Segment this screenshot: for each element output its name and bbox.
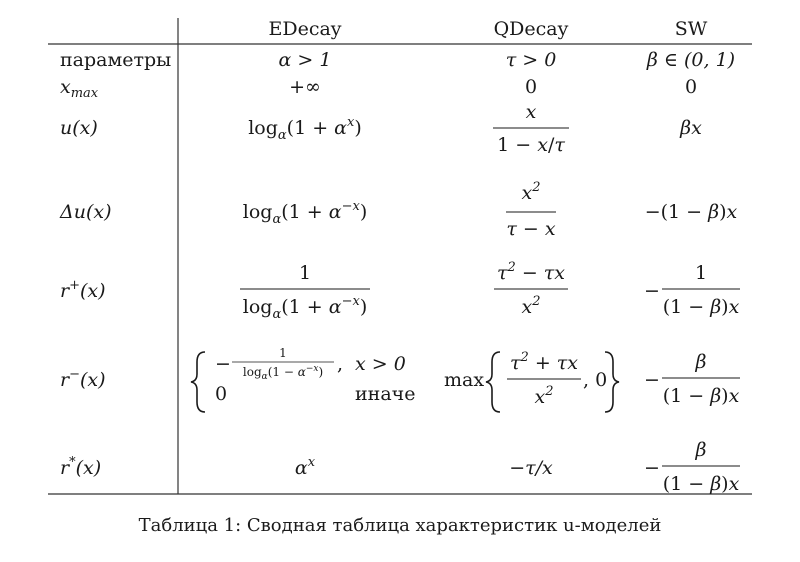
cell-r-star-edecay: $\alpha^x$: [294, 455, 316, 479]
cell-delta-u-edecay: $\log_\alpha(1 + \alpha^{-x})$: [242, 199, 368, 227]
cell-r-plus-qdecay-numerator: $\tau^2 - \tau x$: [496, 260, 566, 284]
cell-r-star-sw-minus: −: [644, 457, 660, 479]
cell-r-minus-edecay-brace: [191, 352, 205, 412]
cell-r-plus-sw-denominator: (1 − β)x: [662, 296, 740, 318]
cell-xmax-qdecay: 0: [524, 76, 538, 98]
cell-params-sw: β ∈ (0, 1): [646, 49, 736, 71]
cell-r-minus-edecay-denominator: $\log_\alpha(1 - \alpha^{-x})$: [242, 364, 324, 382]
cell-r-minus-edecay-condition: x > 0: [355, 353, 406, 375]
cell-r-minus-sw-numerator: β: [695, 351, 707, 373]
header-qdecay: QDecay: [493, 18, 569, 40]
cell-params-edecay: α > 1: [278, 49, 332, 71]
row-label-params: параметры: [60, 49, 172, 71]
table-caption: Таблица 1: Сводная таблица характеристик u-моделей: [138, 515, 662, 536]
cell-r-plus-sw-minus: −: [644, 280, 660, 302]
cell-xmax-edecay: +∞: [289, 76, 321, 98]
cell-r-star-sw-denominator: (1 − β)x: [662, 473, 740, 495]
cell-delta-u-sw: −(1 − β)x: [644, 201, 738, 223]
cell-r-minus-qdecay-max: max: [444, 369, 485, 391]
cell-r-star-qdecay: −τ/x: [509, 457, 553, 479]
cell-r-plus-qdecay-denominator: $x^2$: [521, 294, 541, 318]
cell-u-qdecay-denominator: 1 − x/τ: [497, 134, 565, 156]
header-sw: SW: [674, 18, 708, 40]
cell-r-plus-edecay-denominator: $\log_\alpha(1 + \alpha^{-x})$: [242, 294, 368, 322]
cell-r-minus-edecay-otherwise: иначе: [355, 383, 416, 405]
row-label-r-star: r*(x): [60, 455, 102, 479]
row-label-u: u(x): [60, 117, 98, 139]
cell-u-sw: βx: [680, 117, 702, 139]
cell-r-minus-edecay-numerator: 1: [279, 346, 287, 360]
cell-u-qdecay-numerator: x: [525, 101, 537, 123]
row-label-delta-u: Δu(x): [60, 201, 112, 223]
cell-r-minus-qdecay-denominator: $x^2$: [534, 384, 554, 408]
cell-r-minus-edecay-comma: ,: [337, 353, 344, 375]
cell-r-minus-qdecay-numerator: $\tau^2 + \tau x$: [509, 350, 579, 374]
cell-r-plus-edecay-numerator: 1: [298, 262, 312, 284]
cell-r-minus-sw-denominator: (1 − β)x: [662, 385, 740, 407]
cell-r-minus-edecay-zero: 0: [215, 383, 228, 405]
cell-delta-u-qdecay-numerator: $x^2$: [521, 180, 541, 204]
cell-delta-u-qdecay-denominator: τ − x: [506, 218, 556, 240]
cell-r-minus-edecay-minus: −: [215, 353, 231, 375]
cell-r-minus-qdecay-left-brace: [486, 352, 500, 412]
cell-u-edecay: $\log_\alpha(1 + \alpha^x)$: [248, 115, 362, 143]
row-label-r-plus: r+(x): [60, 278, 106, 302]
cell-r-minus-sw-minus: −: [644, 369, 660, 391]
cell-r-star-sw-numerator: β: [695, 439, 707, 461]
cell-params-qdecay: τ > 0: [505, 49, 557, 71]
cell-xmax-sw: 0: [684, 76, 698, 98]
header-edecay: EDecay: [268, 18, 342, 40]
row-label-xmax: $x_{max}$: [60, 76, 99, 101]
cell-r-minus-qdecay-zero: , 0: [583, 369, 608, 391]
cell-r-plus-sw-numerator: 1: [694, 262, 708, 284]
row-label-r-minus: r−(x): [60, 367, 106, 391]
